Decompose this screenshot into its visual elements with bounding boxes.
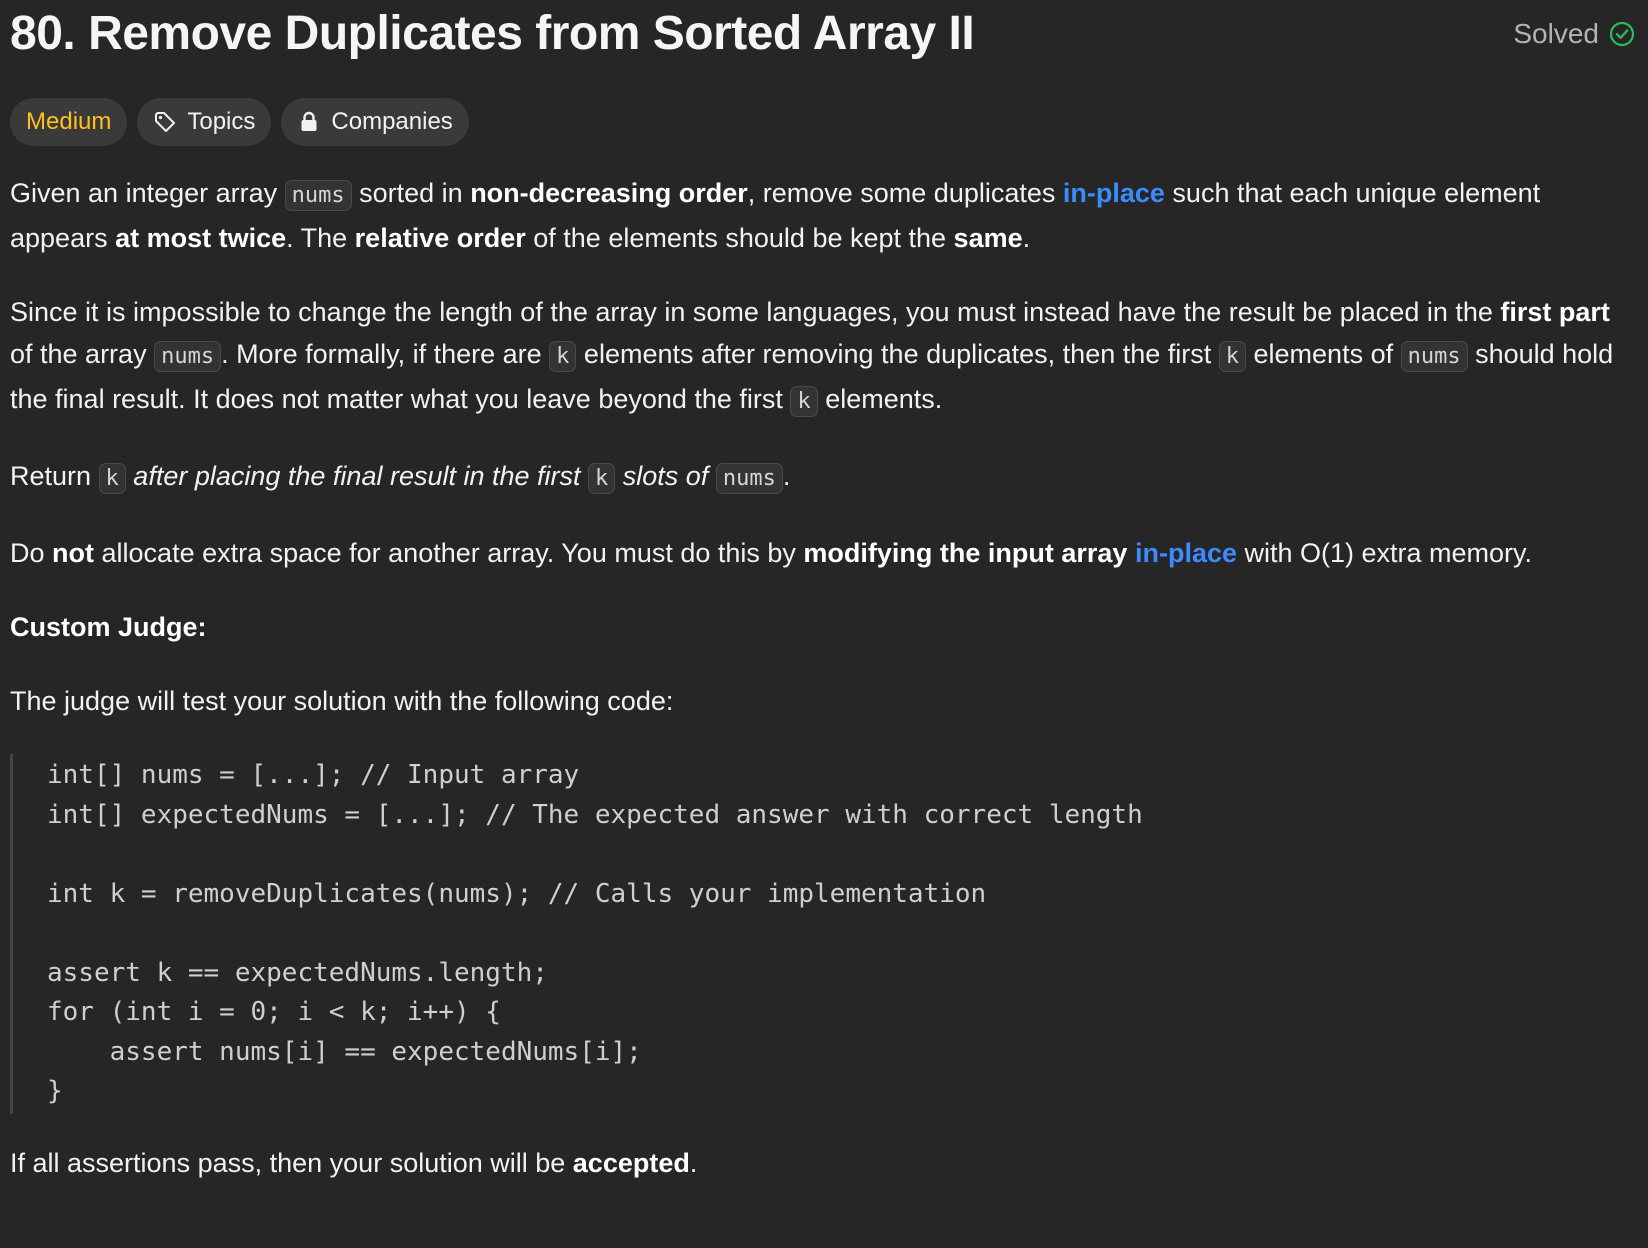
problem-title: 80. Remove Duplicates from Sorted Array II	[10, 7, 975, 60]
text: with O(1) extra memory.	[1237, 538, 1533, 568]
text: elements after removing the duplicates, then the first	[576, 339, 1219, 369]
inline-code: k	[99, 463, 126, 494]
bold-text: first part	[1500, 297, 1610, 327]
paragraph-accepted	[10, 1142, 1635, 1184]
custom-judge-heading: Custom Judge:	[10, 612, 207, 642]
text	[1127, 538, 1135, 568]
text: .	[689, 1147, 698, 1178]
text: If all assertions pass, then your solution will be	[10, 1147, 573, 1178]
paragraph-constraint	[10, 532, 1635, 574]
inline-code: k	[549, 341, 576, 372]
text: of the array	[10, 339, 155, 369]
text: .	[782, 461, 791, 491]
inline-code: k	[1219, 341, 1246, 372]
text: Given an integer array	[10, 178, 285, 208]
judge-code-block: int[] nums = [...]; // Input array int[] expectedNums = [...]; // The expected answer with correct length int k = removeDuplicates(nums); // Calls your implementation assert k == expectedNums.length; for (int i = 0; i < k; i++) { assert nums[i] == expectedNums[i]; }	[10, 754, 1635, 1114]
companies-button[interactable]	[281, 98, 468, 146]
text: Do	[10, 538, 53, 568]
problem-header	[10, 0, 1635, 80]
difficulty-label: Medium	[26, 108, 112, 135]
bold-text: accepted	[572, 1147, 690, 1178]
bold-text: relative order	[354, 223, 526, 253]
text: elements of	[1246, 339, 1401, 369]
text: should hold the final result. It does not matter what you leave beyond the first	[10, 339, 1614, 414]
judge-intro: The judge will test your solution with the following code:	[10, 686, 674, 716]
italic-text: after placing the final result in the first	[125, 461, 589, 491]
bold-text: at most twice	[115, 223, 287, 253]
inline-code: nums	[154, 341, 221, 372]
tag-icon	[153, 110, 177, 134]
companies-label: Companies	[331, 108, 453, 135]
in-place-link[interactable]: in-place	[1062, 178, 1165, 208]
bold-text: not	[52, 538, 95, 568]
bold-text: same	[953, 223, 1023, 253]
text: elements.	[817, 384, 943, 414]
inline-code: k	[790, 386, 817, 417]
bold-text: non-decreasing order	[470, 178, 748, 208]
text: . More formally, if there are	[221, 339, 550, 369]
check-circle-icon	[1609, 21, 1635, 47]
inline-code: nums	[716, 463, 783, 494]
text: . The	[286, 223, 355, 253]
lock-icon	[297, 110, 321, 134]
inline-code: k	[588, 463, 615, 494]
text: such that each unique element appears	[10, 178, 1541, 253]
topics-label: Topics	[187, 108, 256, 135]
text: sorted in	[351, 178, 471, 208]
inline-code: nums	[1401, 341, 1468, 372]
italic-text: slots of	[615, 461, 716, 491]
paragraph-return	[10, 455, 1635, 500]
text: , remove some duplicates	[747, 178, 1063, 208]
text: of the elements should be kept the	[525, 223, 954, 253]
solved-status	[1513, 18, 1635, 50]
problem-tags	[10, 98, 469, 146]
in-place-link[interactable]: in-place	[1134, 538, 1237, 568]
problem-description	[10, 0, 1635, 1178]
solved-label: Solved	[1513, 18, 1599, 49]
text: Since it is impossible to change the length of the array in some languages, you must instead have the result be placed in the	[10, 297, 1501, 327]
inline-code: nums	[285, 180, 352, 211]
text: allocate extra space for another array. You must do this by	[94, 538, 804, 568]
difficulty-badge	[10, 98, 127, 146]
text: .	[1022, 223, 1031, 253]
text: Return	[10, 461, 99, 491]
paragraph-intro	[10, 172, 1635, 259]
bold-text: modifying the input array	[803, 538, 1128, 568]
paragraph-details	[10, 291, 1635, 423]
problem-statement	[10, 172, 1635, 1216]
topics-button[interactable]	[137, 98, 271, 146]
